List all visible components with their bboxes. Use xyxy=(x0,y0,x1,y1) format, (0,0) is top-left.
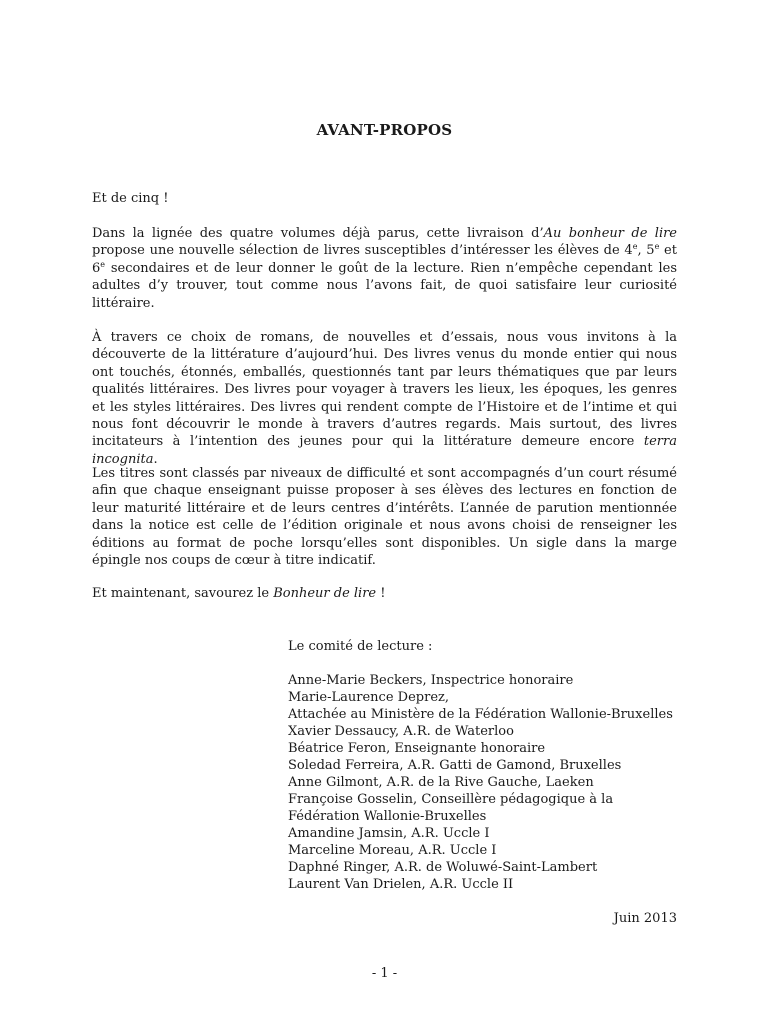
paragraph-1 xyxy=(92,225,677,312)
paragraph-2 xyxy=(92,329,677,468)
committee-member: Laurent Van Drielen, A.R. Uccle II xyxy=(288,877,514,892)
page-title: AVANT-PROPOS xyxy=(316,121,453,139)
committee-member: Françoise Gosselin, Conseillère pédagogique à la xyxy=(288,792,614,807)
date: Juin 2013 xyxy=(613,911,677,926)
committee-heading: Le comité de lecture : xyxy=(288,639,433,654)
superscript: e xyxy=(100,259,106,269)
page-number: - 1 - xyxy=(371,966,398,981)
committee-member: Attachée au Ministère de la Fédération Wallonie-Bruxelles xyxy=(288,707,673,722)
text-run: propose une nouvelle sélection de livres susceptibles d’intéresser les élèves de 4 xyxy=(92,243,633,259)
superscript: e xyxy=(632,242,638,252)
text-run: Et maintenant, savourez le xyxy=(92,586,274,601)
committee-member: Marie-Laurence Deprez, xyxy=(288,690,449,705)
committee-member: Amandine Jamsin, A.R. Uccle I xyxy=(288,826,490,841)
committee-member: Daphné Ringer, A.R. de Woluwé-Saint-Lambert xyxy=(288,860,598,875)
committee-member: Anne-Marie Beckers, Inspectrice honoraire xyxy=(288,673,574,688)
committee-member: Xavier Dessaucy, A.R. de Waterloo xyxy=(288,724,514,739)
text-run: Dans la lignée des quatre volumes déjà parus, cette livraison d’ xyxy=(92,226,544,241)
paragraph-3: Les titres sont classés par niveaux de difficulté et sont accompagnés d’un court résumé afin que chaque enseignant puisse proposer à ses élèves des lectures en fonction de leur maturité littéraire et de leurs centres d’intérêts. L’année de parution mentionnée dans la notice est celle de l’édition originale et nous avons choisi de renseigner les éditions au format de poche lorsqu’elles sont disponibles. Un sigle dans la marge épingle nos coups de cœur à titre indicatif. xyxy=(92,466,677,569)
committee-member: Anne Gilmont, A.R. de la Rive Gauche, Laeken xyxy=(288,775,594,790)
superscript: e xyxy=(654,242,660,252)
text-run: et 6 xyxy=(92,243,677,276)
committee-block xyxy=(288,638,673,893)
committee-member: Béatrice Feron, Enseignante honoraire xyxy=(288,741,546,756)
committee-member: Soledad Ferreira, A.R. Gatti de Gamond, Bruxelles xyxy=(288,758,622,773)
text-run: . xyxy=(153,451,158,467)
spacer xyxy=(288,655,673,672)
committee-member: Marceline Moreau, A.R. Uccle I xyxy=(288,843,497,858)
book-title: Au bonheur de lire xyxy=(543,226,678,241)
emphasis-text: terra incognita xyxy=(92,434,677,467)
text-run: secondaires et de leur donner le goût de la lecture. Rien n’empêche cependant les adultes d’y trouver, tout comme nous l’avons fait, de quoi satisfaire leur curiosité littéraire. xyxy=(92,260,677,311)
committee-member: Fédération Wallonie-Bruxelles xyxy=(288,809,487,824)
text-run: À travers ce choix de romans, de nouvelles et d’essais, nous vous invitons à la découverte de la littérature d’aujourd’hui. Des livres venus du monde entier qui nous ont touchés, étonnés, emballés, questionnés tant par leurs thématiques que par leurs qualités littéraires. Des livres pour voyager à travers les lieux, les époques, les genres et les styles littéraires. Des livres qui rendent compte de l’Histoire et de l’intime et qui nous font découvrir le monde à travers d’autres regards. Mais surtout, des livres incitateurs à l’intention des jeunes pour qui la littérature demeure encore xyxy=(92,330,677,450)
text-run: , 5 xyxy=(637,243,655,259)
text-run: ! xyxy=(376,586,386,601)
paragraph-4 xyxy=(92,585,677,602)
intro-paragraph: Et de cinq ! xyxy=(92,191,169,206)
book-title: Bonheur de lire xyxy=(273,586,377,601)
